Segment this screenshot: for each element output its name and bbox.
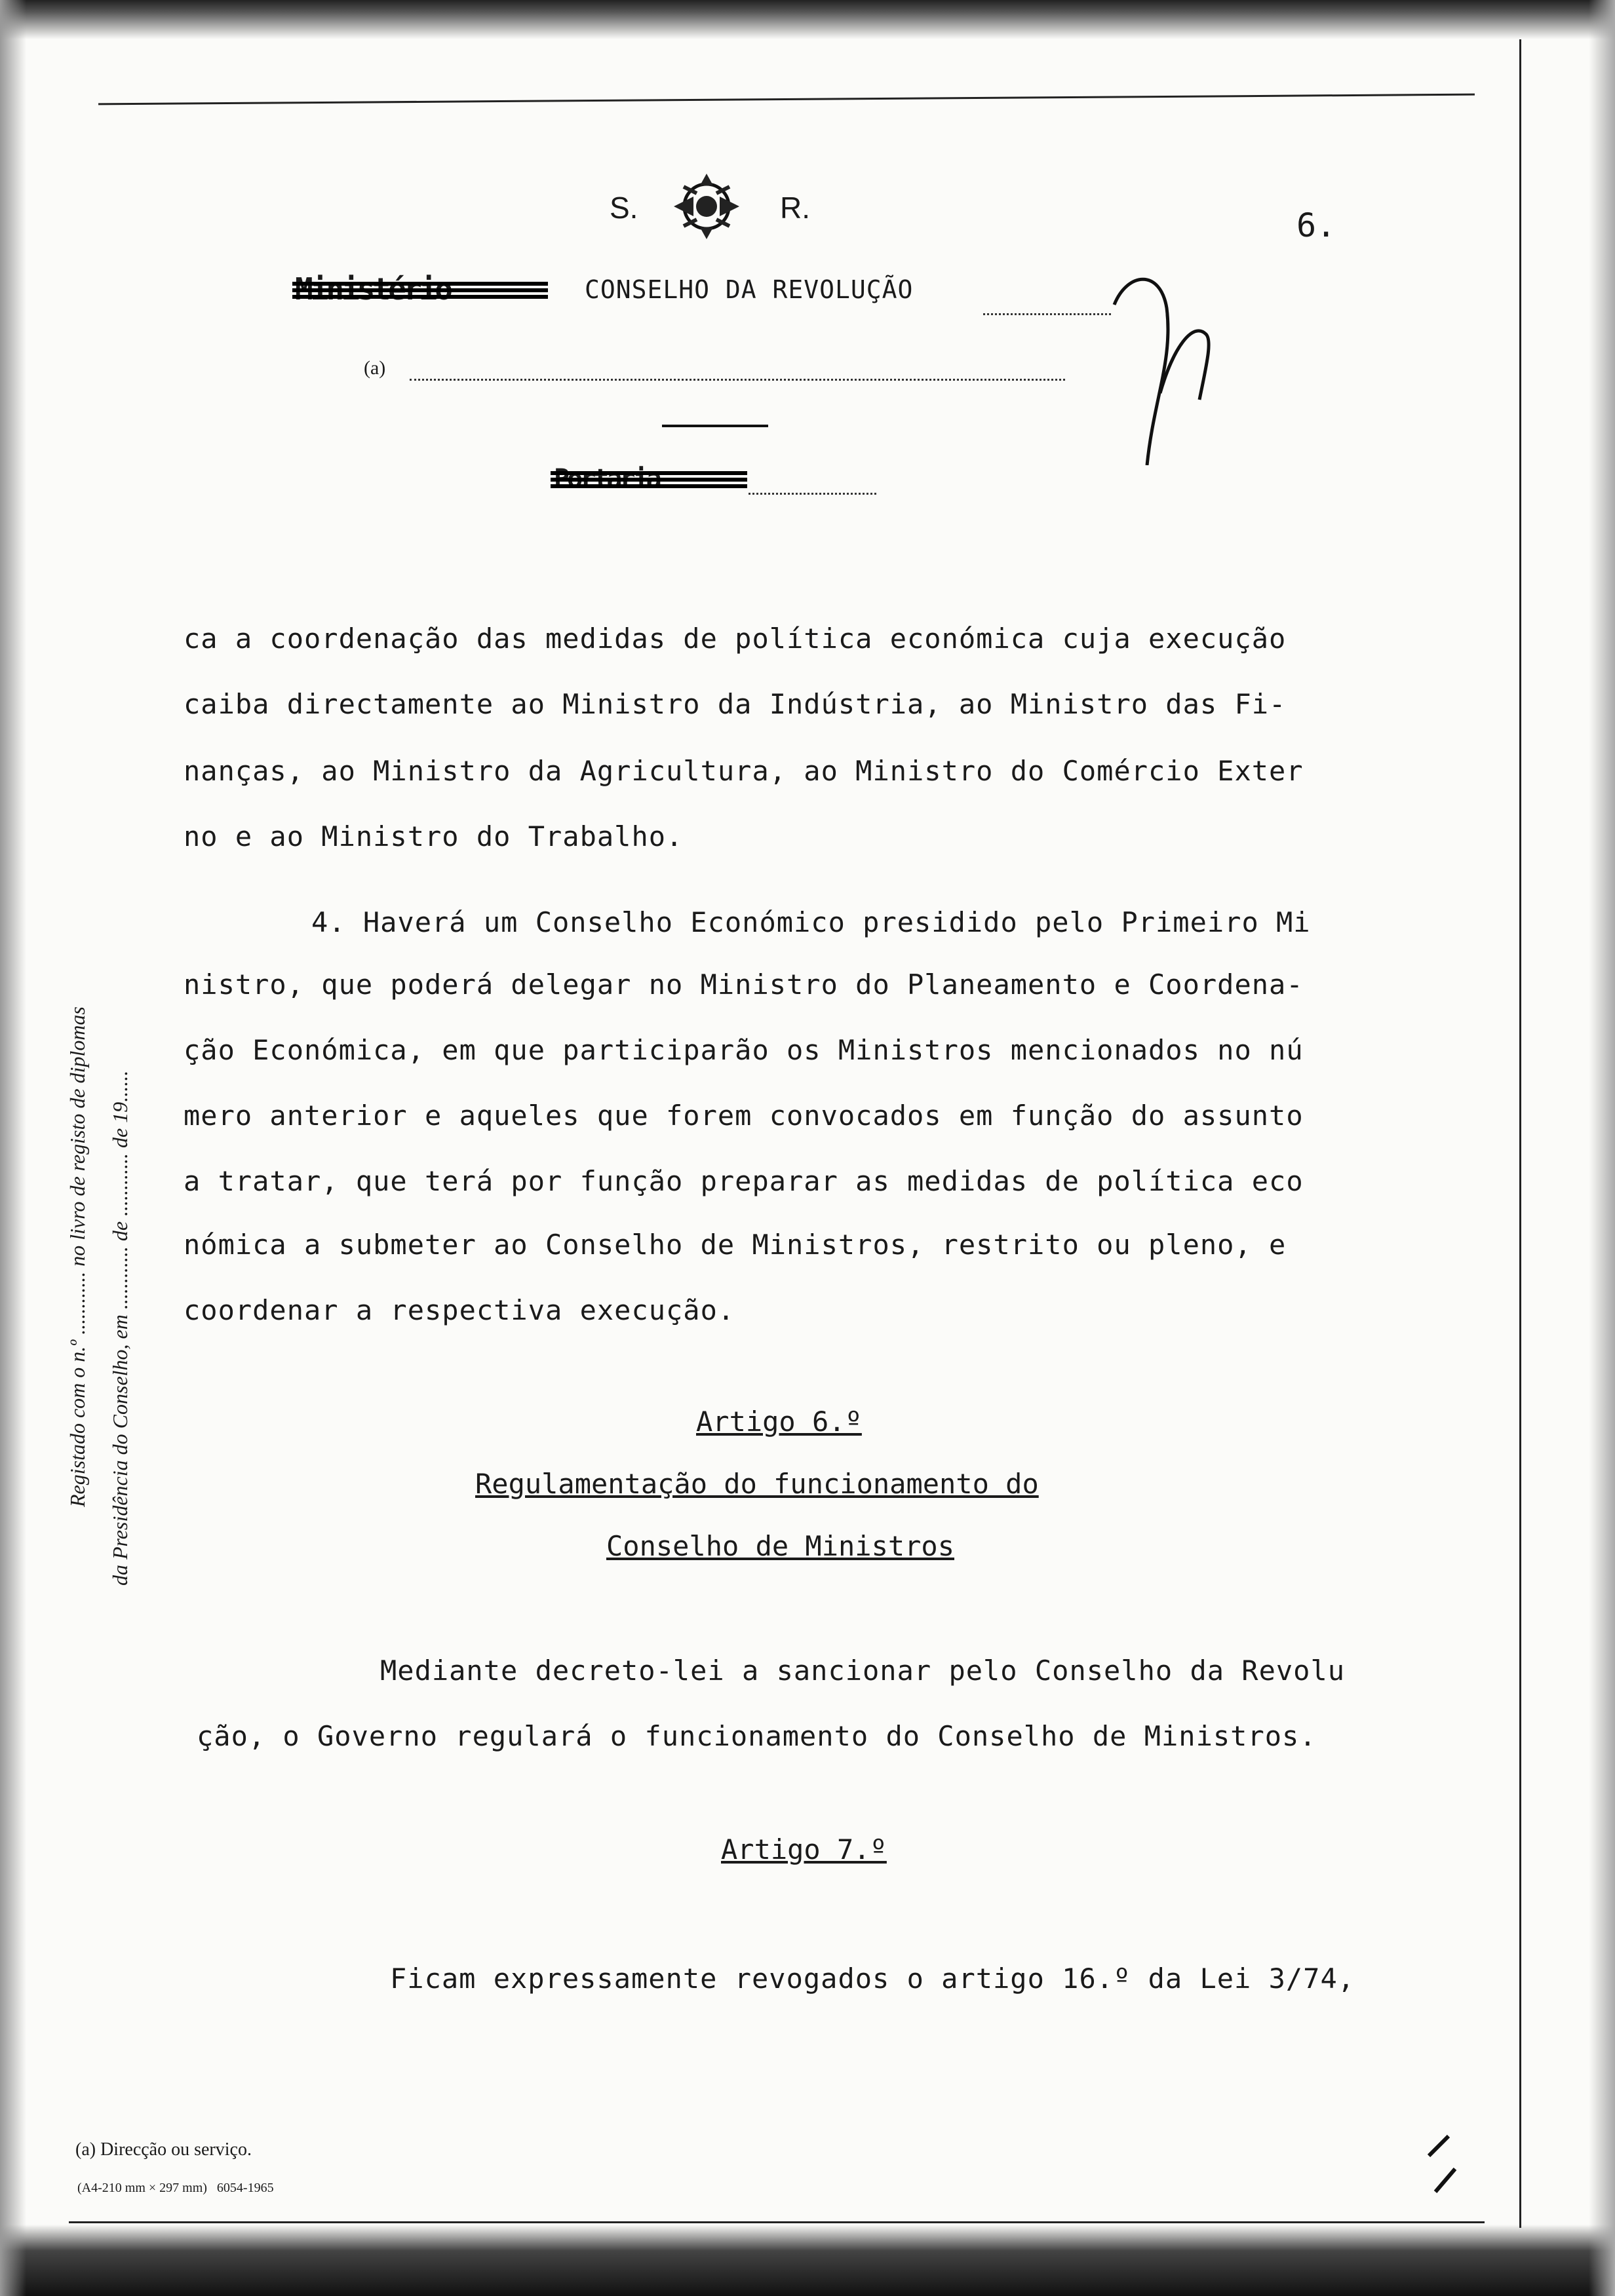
page-number: 6. — [1296, 206, 1336, 244]
paragraph-2-line-7: coordenar a respectiva execução. — [184, 1294, 735, 1326]
s-letter: S. — [610, 191, 638, 225]
frame-right-line — [1519, 39, 1521, 2228]
service-dotted-line — [410, 379, 1065, 381]
footer-note: (a) Direcção ou serviço. — [75, 2139, 252, 2160]
sub-label: (a) — [364, 357, 386, 379]
paragraph-4-line-1: Ficam expressamente revogados o artigo 16.º da Lei 3/74, — [390, 1962, 1355, 1995]
divider-rule — [662, 425, 768, 427]
paragraph-2-line-1: 4. Haverá um Conselho Económico presidido pelo Primeiro Mi — [311, 906, 1311, 938]
frame-bottom-line — [69, 2221, 1485, 2223]
portaria-dotted-line — [749, 493, 876, 495]
registration-note-line-2: da Presidência do Conselho, em ............ de ............ de 19...... — [108, 1070, 132, 1586]
scan-edge-bottom — [0, 2225, 1615, 2296]
org-dotted-line — [983, 313, 1111, 315]
strikeout-ministry — [292, 274, 548, 307]
paragraph-2-line-4: mero anterior e aqueles que forem convocados em função do assunto — [184, 1100, 1304, 1132]
frame-top-line — [98, 94, 1475, 105]
paragraph-1-line-3: nanças, ao Ministro da Agricultura, ao Ministro do Comércio Exter — [184, 755, 1304, 787]
registration-note-line-1: Registado com o n.º ............ no livro de registo de diplomas — [66, 1006, 89, 1507]
r-letter: R. — [780, 191, 810, 225]
article-6-subtitle-2: Conselho de Ministros — [606, 1530, 955, 1562]
article-6-title: Artigo 6.º — [696, 1406, 862, 1438]
scan-edge-left — [0, 0, 26, 2296]
paragraph-1-line-4: no e ao Ministro do Trabalho. — [184, 820, 684, 852]
margin-tick-marks — [1409, 2130, 1462, 2202]
paragraph-1-line-2: caiba directamente ao Ministro da Indústria, ao Ministro das Fi- — [184, 688, 1287, 720]
footer-format: (A4-210 mm × 297 mm) 6054-1965 — [77, 2181, 274, 2195]
paragraph-2-line-3: ção Económica, em que participarão os Ministros mencionados no nú — [184, 1034, 1304, 1066]
paragraph-3-line-1: Mediante decreto-lei a sancionar pelo Conselho da Revolu — [380, 1655, 1346, 1687]
paragraph-3-line-2: ção, o Governo regulará o funcionamento do Conselho de Ministros. — [197, 1720, 1317, 1752]
handwritten-signature — [1108, 269, 1219, 465]
coat-of-arms-icon — [661, 167, 752, 249]
article-7-title: Artigo 7.º — [721, 1833, 887, 1866]
organization-name: CONSELHO DA REVOLUÇÃO — [585, 275, 914, 304]
article-6-subtitle-1: Regulamentação do funcionamento do — [475, 1468, 1039, 1500]
paragraph-2-line-5: a tratar, que terá por função preparar as medidas de política eco — [184, 1165, 1304, 1197]
scan-edge-top — [0, 0, 1615, 39]
strikeout-portaria — [551, 467, 747, 494]
scan-edge-right — [1589, 0, 1615, 2296]
paragraph-1-line-1: ca a coordenação das medidas de política económica cuja execução — [184, 622, 1287, 655]
paragraph-2-line-6: nómica a submeter ao Conselho de Ministros, restrito ou pleno, e — [184, 1229, 1287, 1261]
paragraph-2-line-2: nistro, que poderá delegar no Ministro do Planeamento e Coordena- — [184, 968, 1304, 1001]
